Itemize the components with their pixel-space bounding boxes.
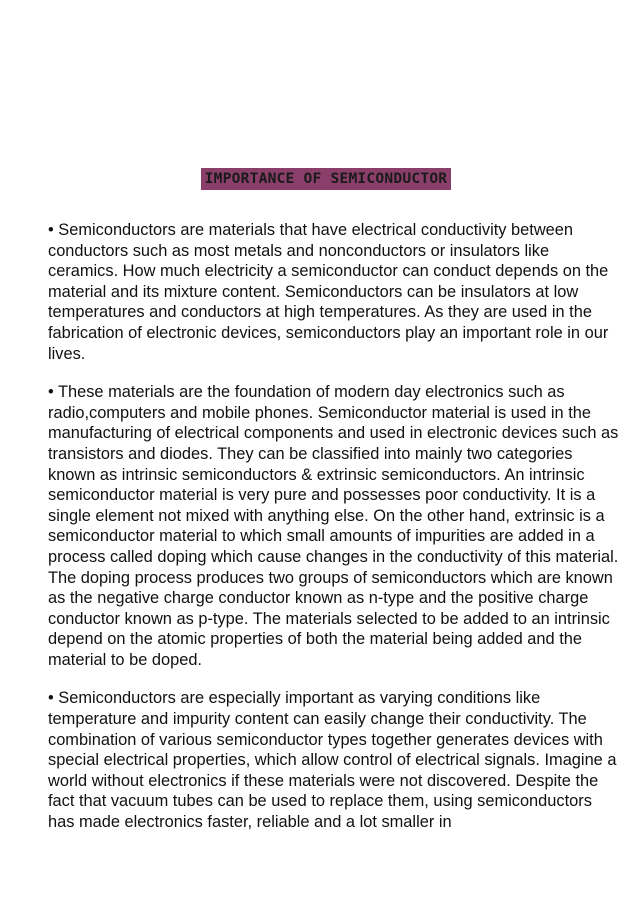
- document-title: IMPORTANCE OF SEMICONDUCTOR: [201, 168, 452, 190]
- paragraph-3: • Semiconductors are especially important as varying conditions like temperature and impurity content can easily change their conductivity. The combination of various semiconductor types together generates devices with special electrical properties, which allow control of electrical signals. Imagine a world without electronics if these materials were not discovered. Despite the fact that vacuum tubes can be used to replace them, using semiconductors has made electronics faster, reliable and a lot smaller in: [48, 689, 617, 832]
- paragraph-1: • Semiconductors are materials that have electrical conductivity between conductors such as most metals and nonconductors or insulators like ceramics. How much electricity a semiconductor can conduct depends on the material and its mixture content. Semiconductors can be insulators at low temperatures and conductors at high temperatures. As they are used in the fabrication of electronic devices, semiconductors play an important role in our lives.: [48, 221, 609, 363]
- document-body: [48, 220, 620, 851]
- title-container: [0, 168, 638, 190]
- paragraph-2: • These materials are the foundation of modern day electronics such as radio,computers and mobile phones. Semiconductor material is used in the manufacturing of electrical components and used in electronic devices such as transistors and diodes. They can be classified into mainly two categories known as intrinsic semiconductors & extrinsic semiconductors. An intrinsic semiconductor material is very pure and possesses poor conductivity. It is a single element not mixed with anything else. On the other hand, extrinsic is a semiconductor material to which small amounts of impurities are added in a process called doping which cause changes in the conductivity of this material. The doping process produces two groups of semiconductors which are known as the negative charge conductor known as n-type and the positive charge conductor known as p-type. The materials selected to be added to an intrinsic depend on the atomic properties of both the material being added and the material to be doped.: [48, 383, 619, 669]
